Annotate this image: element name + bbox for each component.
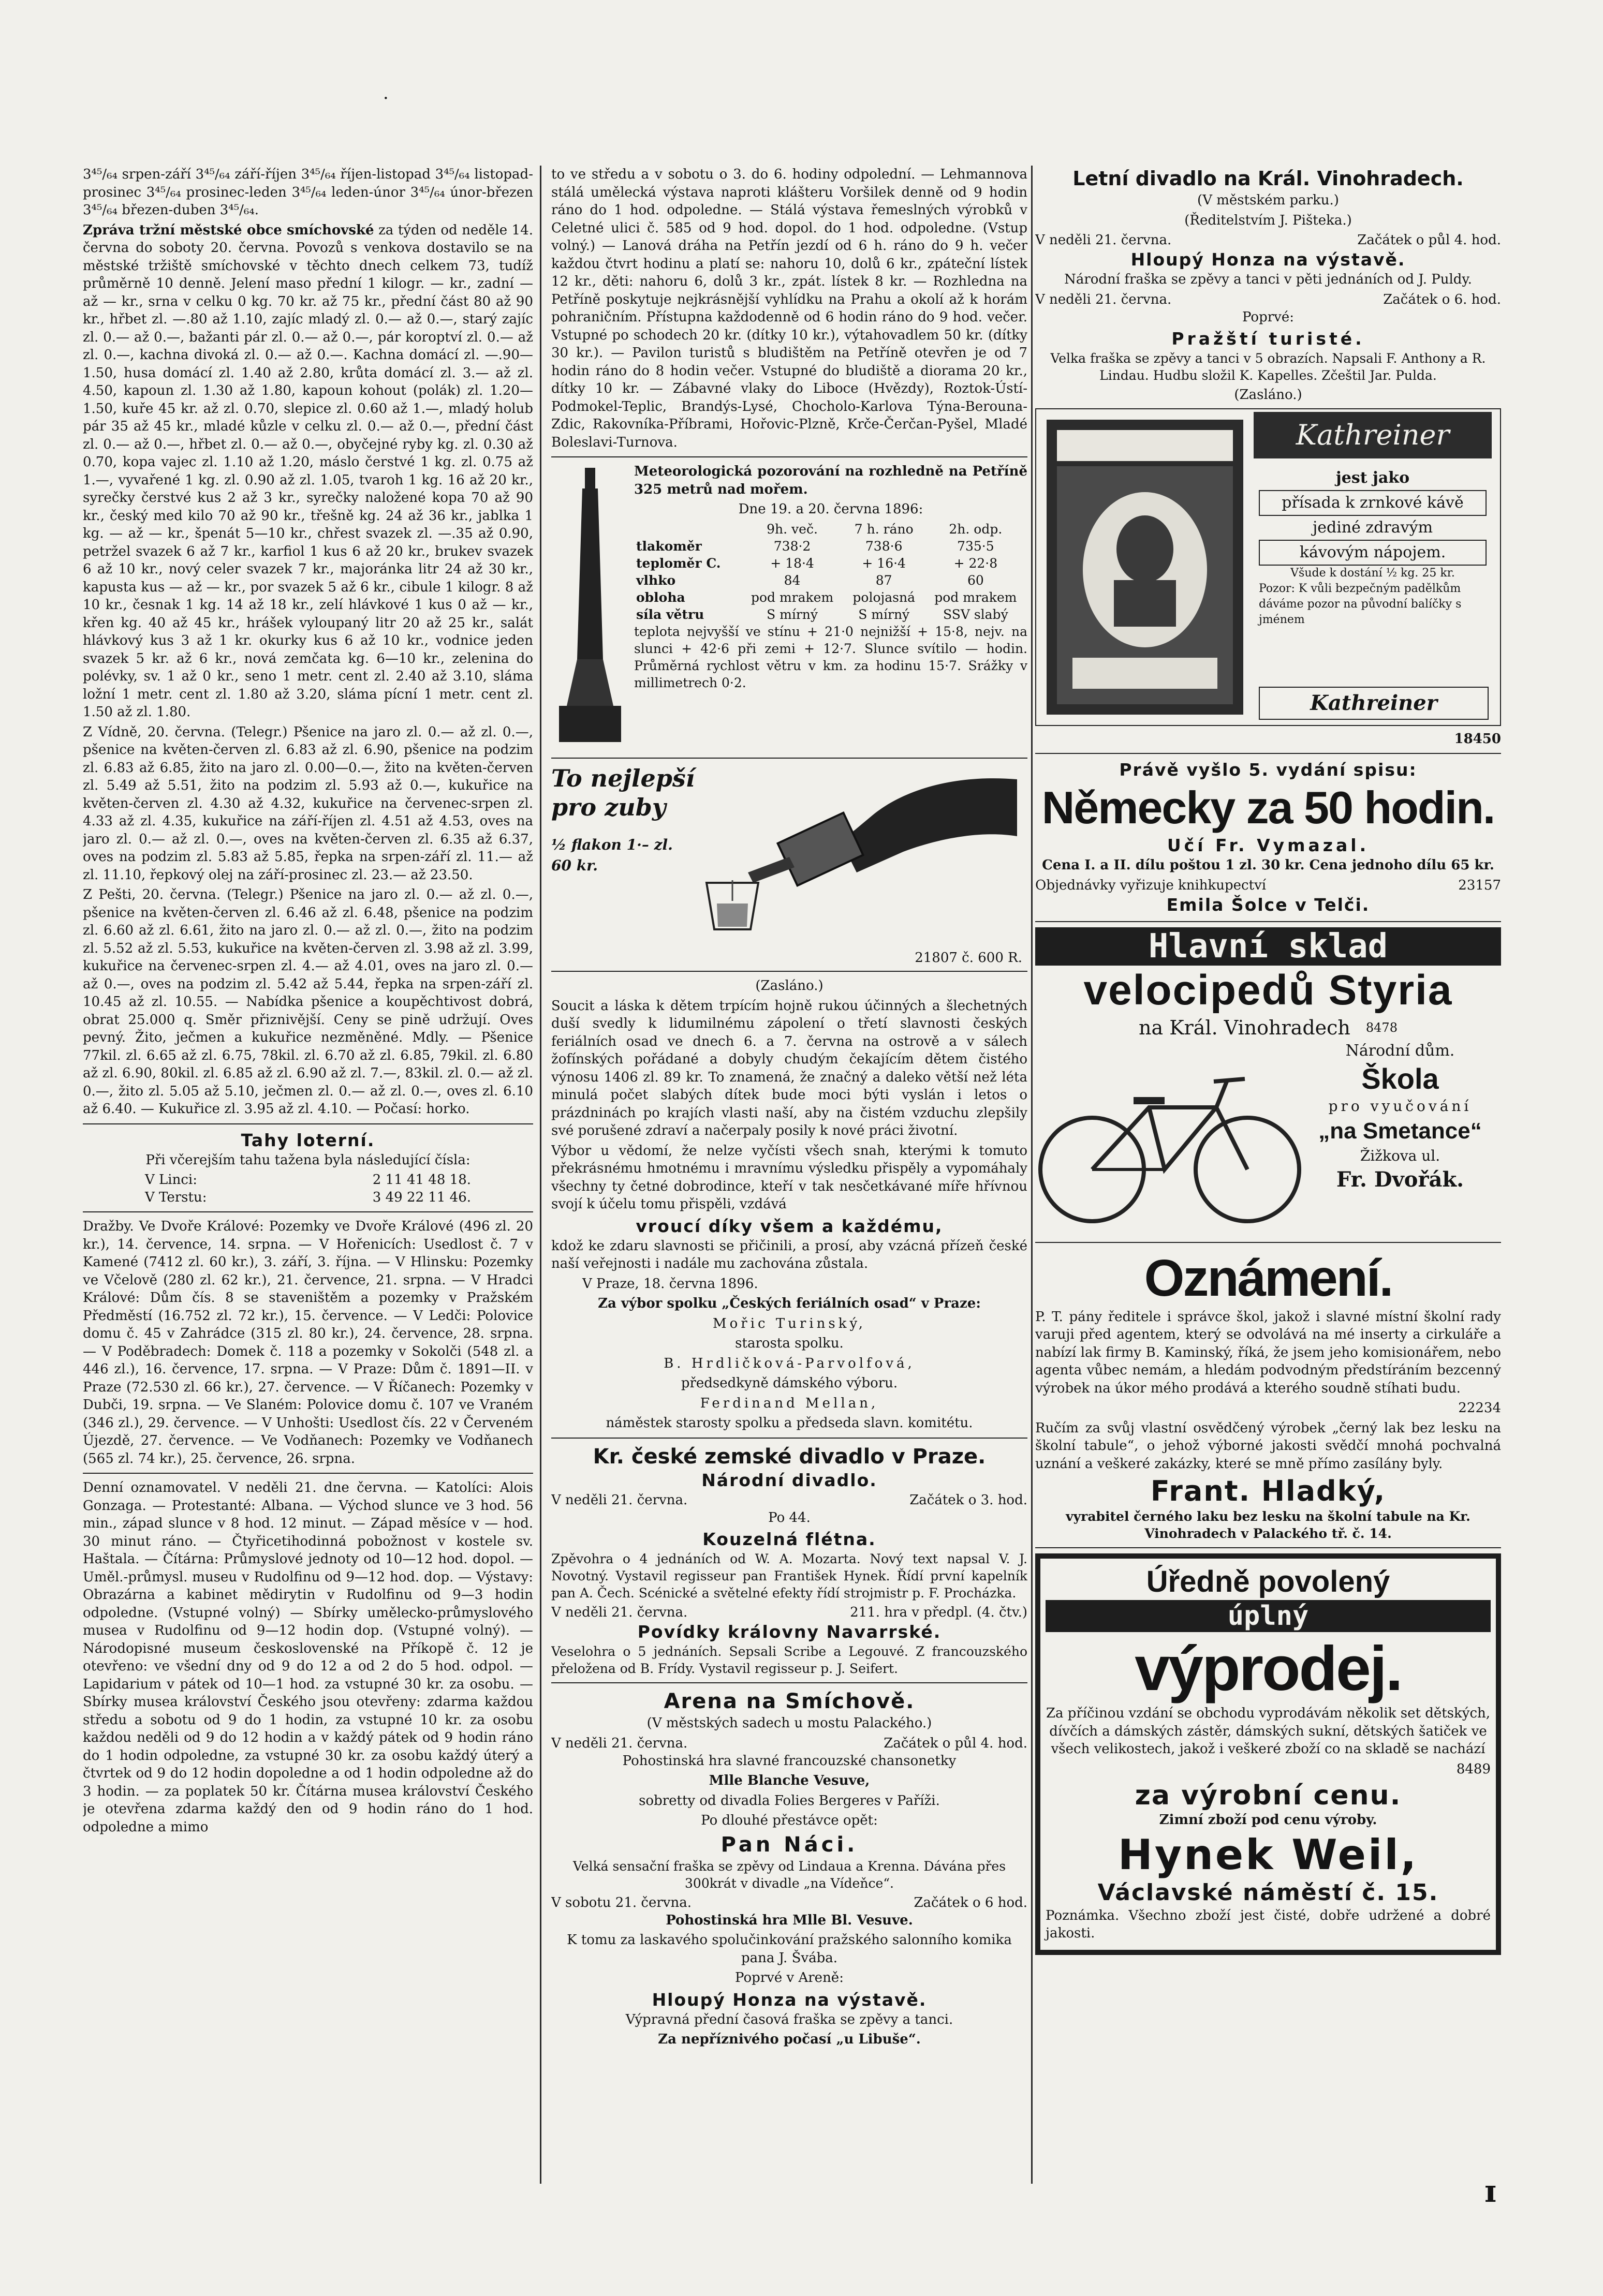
meteo-header-row xyxy=(634,521,1027,538)
performance-row xyxy=(551,1491,1027,1509)
arena-description: Pohostinská hra Mlle Bl. Vesuve. xyxy=(666,1912,913,1928)
performance-description: Velka fraška se zpěvy a tanci v 5 obrazích. Napsali F. Anthony a R. Lindau. Hudbu složil K. Kapelles. Zčeštil Jar. Pulda. xyxy=(1050,351,1486,383)
column-right xyxy=(1035,166,1501,2194)
signature-role: starosta spolku. xyxy=(735,1336,844,1351)
exchange-rates: 3⁴⁵/₆₄ srpen-září 3⁴⁵/₆₄ září-říjen 3⁴⁵/₆₄ říjen-listopad 3⁴⁵/₆₄ listopad-prosinec 3⁴⁵/₆₄ prosinec-leden 3⁴⁵/₆₄ leden-únor 3⁴⁵/₆₄ únor-březen 3⁴⁵/₆₄ březen-duben 3⁴⁵/₆₄. xyxy=(83,167,533,218)
meteo-row xyxy=(634,572,1027,589)
performance-row xyxy=(551,1604,1027,1621)
column-left xyxy=(83,166,533,2194)
lottery-title: Tahy loterní. xyxy=(241,1130,375,1150)
performance-note: Poprvé: xyxy=(1242,309,1294,325)
book-ad-pre: Právě vyšlo 5. vydání spisu: xyxy=(1119,760,1417,780)
kathreiner-copy xyxy=(1259,466,1487,628)
meteo-row xyxy=(634,589,1027,606)
exhibitions-info: to ve středu a v sobotu o 3. do 6. hodiny odpolední. — Lehmannova stálá umělecká výstava naproti klášteru Voršilek denně od 9 hodin ráno do 1 hod. odpoledne. — Stálá výstava řemeslných výrobků v Celetné ulici č. 585 od 9 hod. dopol. do 1 hod. odpoledne. (Vstup volný.) — Lanová dráha na Petřín jezdí od 6 h. ráno do 9 h. večer každou čtvrt hodinu a platí se: nahoru 10, dolů 6 kr., zpáteční lístek 12 kr., děti: nahoru 6, dolů 3 kr., zpát. lístek 8 kr. — Rozhledna na Petříně poskytuje nejkrásnější vyhlídku na Prahu a okolí až k horám pohraničním. Přístupna každodenně od 6 hodin ráno do 9 hod. večer. Vstupné po schodech 20 kr. (dítky 10 kr.), výtahovadlem 50 kr. (dítky 30 kr.). — Pavilon turistů s bludištěm na Petříně otevřen je od 7 hodin ráno do 8 hodin večer. Vstupné do bludiště a diorama 20 kr., dítky 10 kr. — Zábavné vlaky do Liboce (Hvězdy), Roztok-Ústí-Podmokel-Teplic, Brandýs-Lysé, Chocholo-Karlova Týna-Berouna-Zdic, Rakovníka-Příbrami, Hořovic-Plzně, Krče-Čerčan-Pyšel, Mladé Boleslavi-Turnova. xyxy=(551,167,1027,450)
thanks-line: vroucí díky všem a každému, xyxy=(636,1216,943,1236)
velo-ad-school-line: „na Smetance“ xyxy=(1318,1118,1482,1144)
book-ad-shop: Emila Šolce v Telči. xyxy=(1166,894,1370,915)
arena-play: Hloupý Honza na výstavě. xyxy=(652,1989,927,2010)
performance-title: Pražští turisté. xyxy=(1171,329,1365,349)
performance-row xyxy=(551,1894,1027,1912)
velo-ad-row xyxy=(1035,1015,1501,1040)
arena-play: Pan Náci. xyxy=(720,1832,858,1857)
auctions: Dražby. Ve Dvoře Králové: Pozemky ve Dvoře Králové (496 zl. 20 kr.), 14. července, 14. srpna. — V Hořenicích: Usedlost č. 7 v Kamené (7412 zl. 60 kr.), 3. září, 3. října. — V Hlinsku: Pozemky ve Včelově (280 zl. 62 kr.), 21. července, 21. srpna. — V Hradci Králové: Dům čís. 8 se staveništěm a pozemky v Pražském Předměstí (16.752 zl. 72 kr.), 15. července. — V Ledči: Polovice domu č. 45 v Zahrádce (315 zl. 80 kr.), 24. července, 28. srpna. — V Poděbradech: Domek č. 118 a pozemky v Sokolči (548 zl. a 446 zl.), 16. července, 17. srpna. — V Praze: Dům č. 1891—II. v Praze (72.530 zl. 66 kr.), 27. července. — V Říčanech: Pozemky v Dubči, 19. srpna. — Ve Slaném: Polovice domu č. 107 ve Vraném (346 zl.), 29. července. — V Unhošti: Usedlost čís. 22 v Červeném Újezdě, 27. července. — Ve Vodňanech: Pozemky ve Vodňanech (565 zl. 74 kr.), 25. července, 26. srpna. xyxy=(83,1219,533,1467)
meteo-label: obloha xyxy=(636,589,685,605)
divider xyxy=(83,1211,533,1212)
meteo-cell: 735·5 xyxy=(957,538,994,554)
velo-ad-school-line: Fr. Dvořák. xyxy=(1336,1167,1464,1192)
ad-reference: 18450 xyxy=(1454,731,1501,747)
sale-ad-address: Václavské náměstí č. 15. xyxy=(1097,1879,1439,1906)
ad-headline xyxy=(551,764,695,822)
kathreiner-line: přísada k zrnkové kávě xyxy=(1259,490,1487,516)
kathreiner-brand: Kathreiner xyxy=(1259,687,1489,720)
toothpaste-ad xyxy=(551,764,1027,966)
sale-ad-text-2: Zimní zboží pod cenu výroby. xyxy=(1159,1812,1377,1828)
notice-signature-info: vyrabitel černého laku bez lesku na školní tabule na Kr. Vinohradech v Palackého tř. č. 14. xyxy=(1066,1509,1470,1541)
zaslano-label: (Zasláno.) xyxy=(1234,387,1302,403)
arena-description: K tomu za laskavého spolučinkování pražského salonního komika pana J. Švába. xyxy=(567,1932,1012,1966)
kathreiner-logo: Kathreiner xyxy=(1254,412,1492,458)
ad-reference: 22234 xyxy=(1458,1400,1501,1416)
meteo-row xyxy=(634,555,1027,572)
meteo-cell: 84 xyxy=(784,572,801,588)
velo-ad-school-line: Žižkova ul. xyxy=(1360,1147,1440,1164)
lottery-numbers: 3 49 22 11 46. xyxy=(372,1190,471,1205)
performance-day: V neděli 21. června. xyxy=(551,1492,688,1508)
arena-description: Velká sensační fraška se zpěvy od Lindaua a Krenna. Dávána přes 300krát v divadle „na Vídeňce“. xyxy=(572,1858,1006,1891)
lottery-row-linz xyxy=(83,1171,533,1189)
arena-subtitle: (V městských sadech u mostu Palackého.) xyxy=(646,1715,932,1731)
theatre-subtitle: Národní divadlo. xyxy=(701,1470,877,1490)
divider xyxy=(1035,1547,1501,1548)
signature-name: Mořic Turinský, xyxy=(712,1315,866,1331)
divider xyxy=(551,1682,1027,1683)
divider xyxy=(551,456,1027,457)
book-ad-orders: Objednávky vyřizuje knihkupectví xyxy=(1035,877,1267,893)
page-mark: · xyxy=(383,88,389,109)
meteo-cell: 738·2 xyxy=(773,538,811,554)
performance-row xyxy=(1035,231,1501,249)
velo-ad-school-line: Národní dům. xyxy=(1345,1041,1455,1060)
notice-title: Oznámení. xyxy=(1144,1249,1392,1307)
ad-price: ½ flakon 1·– zl. xyxy=(551,836,673,853)
divider xyxy=(551,1438,1027,1439)
ad-reference: 8489 xyxy=(1456,1761,1491,1777)
ad-reference: 23157 xyxy=(1458,877,1501,893)
lottery-row-trieste xyxy=(83,1189,533,1206)
meteo-label: tlakoměr xyxy=(636,538,702,554)
daily-announcements: Denní oznamovatel. V neděli 21. dne června. — Katolíci: Alois Gonzaga. — Protestanté: Albana. — Východ slunce ve 3 hod. 56 min., západ slunce v 8 hod. 12 minut. — Západ měsíce v — hod. 30 minut ráno. — Čtyřicetihodinná pobožnost v kostele sv. Haštala. — Čítárna: Průmyslové jednoty od 10—12 hod. dopol. — Uměl.-průmysl. museu v Rudolfinu od 9—12 hod. dop. — Výstavy: Obrazárna a kabinet mědirytin v Rudolfinu od 9—3 hodin odpoledne. (Vstupné volný) — Sbírky umělecko-průmyslového musea v Rudolfinu od 9—12 hodin dop. (Vstupné volný). — Národopisné museum československé na Příkopě č. 12 je otevřeno: ve všední dny od 9 do 12 a od 2 do 5 hod. odpol. — Lapidarium v pátek od 10—1 hod. za vstupné 30 kr. za osobu. — Sbírky musea království Českého jsou otevřeny: zdarma každou středu a sobotu od 9 do 1 hodin, za vstupné 10 kr. za osobu každou neděli od 9 do 12 hodin a v každý pátek od 9 hodin ráno do 1 hodin odpoledne, za vstupné 30 kr. za osobu každý úterý a čtvrtek od 9 do 12 hodin dopoledne a od 1 hodin odpoledne až do 3 hodin. — za poplatek 50 kr. Čítárna musea království Českého je otevřena zdarma každý den od 9 hodin ráno do 1 hod. odpoledne a mimo xyxy=(83,1480,533,1835)
arena-description: Výpravná přední časová fraška se zpěvy a tanci. xyxy=(625,2011,953,2027)
divider xyxy=(551,758,1027,759)
ad-headline-1: To nejlepší xyxy=(551,764,695,792)
notice-signature: Frant. Hladký, xyxy=(1150,1475,1386,1507)
meteo-cell: S mírný xyxy=(858,606,910,622)
meteo-cell: polojasná xyxy=(852,589,915,605)
meteo-title: Meteorologická pozorování na rozhledně na Petříně 325 metrů nad mořem. xyxy=(634,464,1027,497)
meteo-cell: + 16·4 xyxy=(862,555,906,571)
kathreiner-ad xyxy=(1035,408,1501,726)
charity-text: Soucit a láska k dětem trpícím hojně rukou účinných a šlechetných duší svedly k lidumilnému zápolení o třetí slavnosti českých feriálních osad ve dnech 6. a 7. června na ostrově a v sálech žofínských pořádané a dobyly chudým čekajícím dětem čistého výnosu 1406 zl. 89 kr. To znamená, že značný a daleko větší než léta minulá počet slabých dítek bude moci býti vyslán i letos o prázdninách po krajích vlasti naší, aby na čistém vzduchu zlepšily své porušené zdraví a načerpaly posily k nové práci životní. xyxy=(551,998,1027,1138)
arena-description: Po dlouhé přestávce opět: xyxy=(701,1813,878,1828)
meteo-cell: pod mrakem xyxy=(751,589,834,605)
divider xyxy=(1035,753,1501,754)
divider xyxy=(83,1123,533,1124)
signature-name: Ferdinand Mellan, xyxy=(700,1395,879,1411)
performance-info: 211. hra v předpl. (4. čtv.) xyxy=(850,1605,1027,1620)
velo-ad-line2: velocipedů Styria xyxy=(1083,966,1453,1014)
meteo-block xyxy=(551,463,1027,752)
signature-role: předsedkyně dámského výboru. xyxy=(681,1375,898,1391)
meteo-row xyxy=(634,606,1027,623)
performance-title: Povídky královny Navarrské. xyxy=(637,1622,942,1642)
performance-day: V neděli 21. června. xyxy=(551,1735,688,1751)
meteo-col: 7 h. ráno xyxy=(854,521,914,537)
performance-time: Začátek o 6. hod. xyxy=(1383,291,1501,307)
performance-description: Národní fraška se zpěvy a tanci v pěti jednáních od J. Puldy. xyxy=(1064,272,1472,287)
kathreiner-line: kávovým nápojem. xyxy=(1259,540,1487,566)
signature-name: B. Hrdličková-Parvolfová, xyxy=(664,1355,915,1371)
charity-text-3: kdož ke zdaru slavnosti se přičinili, a prosí, aby vzácná přízeň české naší veřejnosti i nadále mu zachována zůstala. xyxy=(551,1238,1027,1271)
velo-ad-line3: na Král. Vinohradech xyxy=(1139,1016,1350,1039)
ad-reference: 8478 xyxy=(1365,1020,1398,1035)
arena-description: Poprvé v Areně: xyxy=(735,1970,844,1986)
pest-report: Z Pešti, 20. června. (Telegr.) Pšenice na jaro zl. 0.— až zl. 0.—, pšenice na květen-červen zl. 6.46 až zl. 6.48, pšenice na podzim zl. 6.60 až zl. 6.61, žito na jaro zl. 0.— až zl. 0.—, žito na podzim zl. 5.52 až zl. 5.53, kukuřice na květen-červen zl. 3.98 až zl. 3.99, kukuřice na červenec-srpen zl. 4.— až 4.01, oves na jaro zl. 0.— až 0.—, oves na podzim zl. 5.42 až 5.44, řepka na srpen-září zl. 10.45 až zl. 10.55. — Nabídka pšenice a koupěchtivost dobrá, obrat 25.000 q. Směr přiznivější. Ceny se pině udržují. Oves pevný. Žito, ječmen a kukuřice nezměněné. Mdly. — Pšenice 77kil. zl. 6.65 až zl. 6.75, 78kil. zl. 6.70 až zl. 6.85, 79kil. zl. 6.80 až zl. 6.90, 80kil. zl. 6.85 až zl. 6.90 až zl. 7.—, 83kil. zl. 0.— až zl. 0.—, žito zl. 5.05 až 5.10, ječmen zl. 0.— až zl. 0.—, oves zl. 6.10 až 6.40. — Kukuřice zl. 3.95 až zl. 4.10. — Počasí: horko. xyxy=(83,887,533,1117)
kathreiner-line: Pozor: K vůli bezpečným padělkům dáváme pozor na původní balíčky s jménem xyxy=(1259,582,1462,626)
meteo-cell: pod mrakem xyxy=(934,589,1017,605)
performance-row xyxy=(1035,291,1501,308)
bicycle-illustration xyxy=(1035,1050,1304,1226)
charity-text-2: Výbor u vědomí, že nelze vyčísti všech snah, kterými k tomuto překrásnému hmotnému i mravnímu výsledku přispěly a vypomáhaly všechny ty četné dobrodince, kteří v tak nesčetkávané míře hřívnou svojí k účelu tomu přispěli, vzdává xyxy=(551,1143,1027,1212)
hand-bottle-illustration xyxy=(686,769,1017,940)
signature-role: náměstek starosty spolku a předseda slavn. komitétu. xyxy=(606,1415,973,1431)
summer-theatre-title: Letní divadlo na Král. Vinohradech. xyxy=(1072,167,1464,190)
velo-ad-school xyxy=(1304,1040,1496,1193)
ad-reference: 21807 č. 600 R. xyxy=(915,950,1022,966)
tower-illustration xyxy=(551,463,629,752)
column-rule xyxy=(540,166,541,2184)
velo-ad-school-line: Škola xyxy=(1361,1062,1439,1095)
theatre-title: Kr. české zemské divadlo v Praze. xyxy=(593,1444,986,1469)
lottery-numbers: 2 11 41 48 18. xyxy=(372,1172,471,1188)
meteo-col: 2h. odp. xyxy=(949,521,1003,537)
notice-text: P. T. pány ředitele i správce škol, jakož i slavné místní školní rady varuji před agentem, který se odvolává na mé inserty a cirkuláře a nabízí lak firmy B. Kaminský, říká, že jsem jeho komisionářem, nebo agenta vůbec nemám, a hledám podvodným předstíráním bezcenný výrobek na úkor mého prodává a kterého soudně stíhati budu. xyxy=(1035,1309,1501,1396)
coffee-package-illustration xyxy=(1041,414,1248,720)
summer-theatre-sub: (V městském parku.) xyxy=(1197,192,1339,208)
meteo-cell: + 18·4 xyxy=(770,555,814,571)
lottery-place: V Linci: xyxy=(145,1172,198,1188)
market-report-title: Zpráva tržní městské obce smíchovské xyxy=(83,222,374,238)
meteo-label: vlhko xyxy=(636,572,676,588)
divider xyxy=(1035,921,1501,922)
arena-description: sobretty od divadla Folies Bergeres v Paříži. xyxy=(639,1793,940,1809)
performance-row xyxy=(551,1735,1027,1752)
meteo-col: 9h. več. xyxy=(767,521,818,537)
performance-description: Veselohra o 5 jednáních. Sepsali Scribe a Legouvé. Z francouzského přeložena od B. Frídy. Vystavil regisseur p. J. Seifert. xyxy=(551,1644,1027,1676)
lottery-subtitle: Při včerejším tahu tažena byla následující čísla: xyxy=(145,1152,470,1168)
book-ad-orders-row xyxy=(1035,877,1501,894)
divider xyxy=(1035,1242,1501,1243)
divider xyxy=(551,971,1027,972)
kathreiner-line: jest jako xyxy=(1335,468,1410,487)
meteo-summary: teplota nejvyšší ve stínu + 21·0 nejnižší + 15·8, nejv. na slunci + 42·6 při zemi + 12·7. Slunce svítilo — hodin. Průměrná rychlost větru v km. za hodinu 15·7. Srážky v millimetrech 0·2. xyxy=(634,624,1027,690)
sale-ad-line1: Úředně povolený xyxy=(1146,1565,1390,1598)
meteo-date: Dne 19. a 20. června 1896: xyxy=(738,501,923,517)
velo-ad-body xyxy=(1035,1040,1501,1237)
arena-weather-note: Za nepříznivého počasí „u Libuše“. xyxy=(658,2032,921,2047)
notice-text-2: Ručím za svůj vlastní osvědčený výrobek „černý lak bez lesku na školní tabule“, o jehož výborné jakosti svědčí mnohá pochvalná uznání a veškeré zakázky, které se mně přímo zasílány byly. xyxy=(1035,1420,1501,1472)
sale-ad-text: Za příčinou vzdání se obchodu vyprodávám několik set dětských, dívčích a dámských zástěr, dámských sukní, dětských šatiček ve všech velikostech, jakož i veškeré zboží co na skladě se nachází xyxy=(1046,1706,1491,1757)
summer-theatre-director: (Ředitelstvím J. Pišteka.) xyxy=(1184,212,1352,228)
performance-day: V neděli 21. června. xyxy=(551,1605,688,1620)
performance-time: Začátek o půl 4. hod. xyxy=(884,1735,1027,1751)
meteo-table xyxy=(634,521,1027,623)
meteo-cell: 60 xyxy=(967,572,984,588)
meteo-row xyxy=(634,538,1027,555)
performance-title: Hloupý Honza na výstavě. xyxy=(1130,249,1406,270)
arena-title: Arena na Smíchově. xyxy=(664,1690,915,1713)
performance-time: Začátek o půl 4. hod. xyxy=(1357,232,1501,248)
arena-star: Mlle Blanche Vesuve, xyxy=(709,1773,870,1788)
page-corner-mark: ɪ xyxy=(1484,2173,1496,2210)
meteo-cell: 738·6 xyxy=(865,538,903,554)
book-ad-author: Učí Fr. Vymazal. xyxy=(1167,835,1370,855)
meteo-label: teploměr C. xyxy=(636,555,721,571)
performance-day: V neděli 21. června. xyxy=(1035,291,1172,307)
performance-title: Kouzelná flétna. xyxy=(702,1529,876,1549)
column-rule xyxy=(1031,166,1033,2184)
lottery-place: V Terstu: xyxy=(145,1190,207,1205)
sale-ad-note: Poznámka. Všechno zboží jest čisté, dobře udržené a dobré jakosti. xyxy=(1046,1907,1491,1941)
velo-ad-line1: Hlavní sklad xyxy=(1035,927,1501,966)
performance-time: Začátek o 3. hod. xyxy=(909,1492,1027,1508)
book-ad-price: Cena I. a II. dílu poštou 1 zl. 30 kr. Cena jednoho dílu 65 kr. xyxy=(1042,857,1494,873)
book-ad-title: Německy za 50 hodin. xyxy=(1041,782,1495,833)
sale-ad xyxy=(1035,1553,1501,1955)
velo-ad-school-line: pro vyučování xyxy=(1328,1097,1472,1115)
arena-description: Pohostinská hra slavné francouzské chansonetky xyxy=(622,1753,957,1769)
meteo-label: síla větru xyxy=(636,606,704,622)
market-report xyxy=(83,221,533,721)
meteo-cell: S mírný xyxy=(767,606,818,622)
sale-ad-line2: úplný xyxy=(1046,1600,1491,1632)
performance-number: Po 44. xyxy=(768,1509,811,1525)
zaslano-label: (Zasláno.) xyxy=(755,978,823,994)
performance-day: V neděli 21. června. xyxy=(1035,232,1172,248)
kathreiner-line: Všude k dostání ½ kg. 25 kr. xyxy=(1290,566,1455,580)
vienna-report: Z Vídně, 20. června. (Telegr.) Pšenice na jaro zl. 0.— až zl. 0.—, pšenice na květen-červen zl. 6.83 až zl. 6.90, pšenice na podzim zl. 6.83 až 6.85, žito na jaro zl. 0.00—0.—, žito na květen-červen zl. 5.49 až 5.51, žito na podzim zl. 5.93 až 0.—, kukuřice na květen-červen zl. 4.30 až 4.32, kukuřice na červenec-srpen zl. 4.33 až zl. 4.35, kukuřice na září-říjen zl. 4.51 až 4.53, oves na jaro zl. 0.— až zl. 0.—, oves na květen-červen zl. 6.35 až 6.37, oves na podzim zl. 5.83 až 5.85, řepka na srpen-září zl. 11.— až zl. 11.10, řepkový olej na září-prosinec zl. 23.— až 23.50. xyxy=(83,724,533,883)
divider xyxy=(83,1473,533,1474)
meteo-cell: 87 xyxy=(875,572,892,588)
sale-ad-price: za výrobní cenu. xyxy=(1135,1780,1402,1811)
performance-day: V sobotu 21. června. xyxy=(551,1894,692,1910)
committee-line: Za výbor spolku „Českých feriálních osad“ v Praze: xyxy=(598,1296,981,1311)
kathreiner-line: jediné zdravým xyxy=(1312,518,1433,537)
performance-description: Zpěvohra o 4 jednáních od W. A. Mozarta. Nový text napsal V. J. Novotný. Vystavil regisseur pan František Hynek. Řídí první kapelník pan A. Čech. Scénické a světelné efekty řídí strojmistr p. F. Procházka. xyxy=(551,1551,1027,1601)
sale-ad-name: Hynek Weil, xyxy=(1117,1830,1419,1879)
meteo-cell: + 22·8 xyxy=(953,555,998,571)
ad-headline-2: pro zuby xyxy=(551,793,666,821)
meteo-cell: SSV slabý xyxy=(943,606,1008,622)
sale-ad-line3: výprodej. xyxy=(1135,1633,1402,1704)
ad-price-2: 60 kr. xyxy=(551,857,598,874)
column-middle xyxy=(551,166,1027,2194)
charity-date: V Praze, 18. června 1896. xyxy=(582,1276,758,1292)
market-report-body: za týden od neděle 14. června do soboty 20. června. Povozů s venkova dostavilo se na městské tržiště smíchovské v těchto dnech celkem 73, tudíž průměrně 10 denně. Jelení maso přední 1 kilogr. — kr., zadní — až — kr., srna v celku 0 kg. 70 kr. až 75 kr., přední část 80 až 90 kr., hřbet zl. —.80 až 1.10, zajíc mladý zl. 0.— až 0.—, starý zajíc zl. 0.— až 0.—, bažanti pár zl. 0.— až 0.—, pár koroptví zl. 0.— až zl. 0.—, kachna divoká zl. 0.— až 0.—. Kachna domácí zl. —.90—1.50, husa domácí zl. 1.40 až 2.80, krůta domácí zl. 3.— až zl. 4.50, kapoun zl. 1.30 až 1.80, kapoun kohout (polák) zl. 1.20—1.50, kuře 45 kr. až zl. 0.70, slepice zl. 0.60 až 1.—, mladý holub pár 35 až 45 kr., mladé kůzle v celku zl. 0.— až 0.—, přední část zl. 0.— až 0.—, hřbet zl. 0.— až 0.—, obyčejné ryby kg. zl. 0.30 až 0.70, kopa vajec zl. 1.10 až 1.20, máslo čerstvé 1 kg. zl. 0.75 až 1.—, vyvařené 1 kg. zl. 0.90 až zl. 1.05, tvaroh 1 kg. 16 až 20 kr., syrečky čerstvé kus 2 až 3 kr., syrečky naložené kopa 70 až 90 kr., český med kilo 70 až 90 kr., třešně kg. 24 až 36 kr., jablka 1 kg. — až — kr., špenát 5—10 kr., chřest svazek zl. —.35 až 0.90, petržel svazek 6 až 7 kr., karfiol 1 kus 6 až 20 kr., brukev svazek 6 až 10 kr., nový celer svazek 7 kr., majoránka litr 24 až 30 kr., kapusta kus — až — kr., por svazek 5 až 6 kr., cibule 1 kilogr. 8 až 10 kr., česnak 1 kg. 14 až 18 kr., zelí hlávkové 1 kus 0 až — kr., křen kg. 40 až 45 kr., hrášek vyloupaný litr 20 až 25 kr., salát hlávkový kus 3 až 1 kr. okurky kus 6 až 10 kr., vodnice jeden svazek 5 kr. až 6 kr., nová zemčata kg. 6—10 kr., zelenina do polévky, sv. 1 až 0 kr., seno 1 metr. cent zl. 2.40 až 3.10, sláma ložní 1 metr. cent zl. 1.80 až 3.20, sláma pícní 1 metr. cent zl. 1.50 až zl. 1.80. xyxy=(83,222,533,720)
performance-time: Začátek o 6 hod. xyxy=(914,1894,1027,1910)
